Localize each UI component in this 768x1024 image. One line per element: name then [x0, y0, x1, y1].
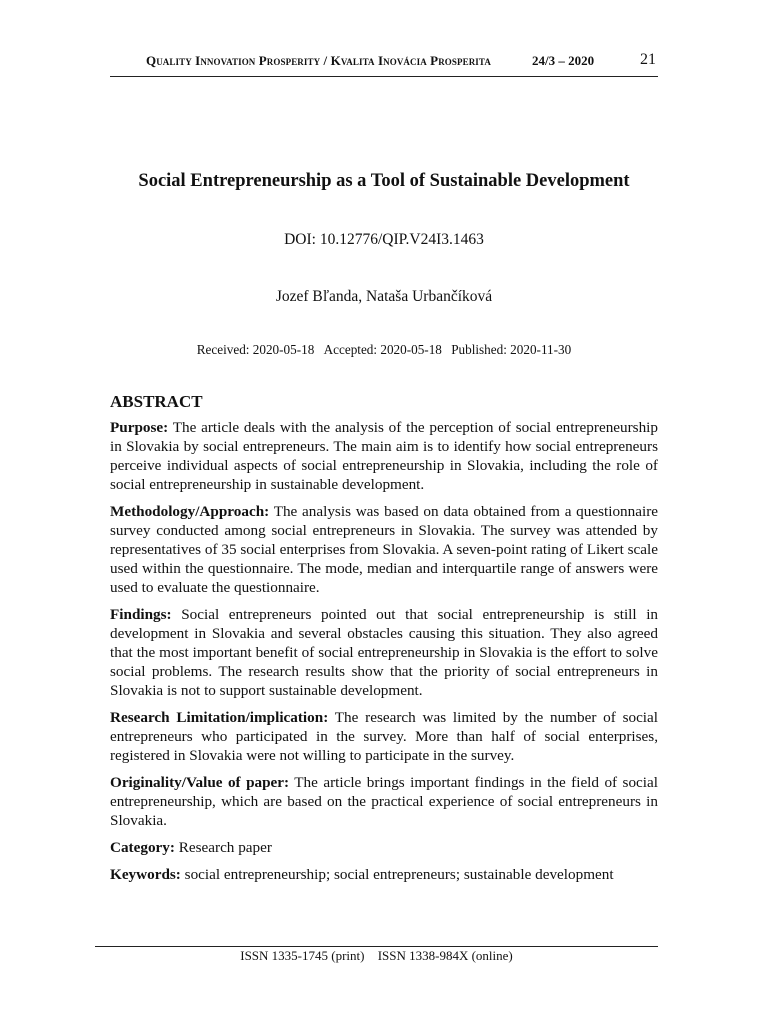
accepted-date: Accepted: 2020-05-18	[323, 342, 442, 357]
section-label: Keywords:	[110, 866, 181, 883]
abstract-findings	[110, 605, 658, 700]
section-text: The article deals with the analysis of the perception of social entrepreneurship in Slovakia by social entrepreneurs. The main aim is to identify how social entrepreneurs perceive individual aspects of social entrepreneurship in Slovakia, including the role of social entrepreneurship in sustainable development.	[110, 419, 658, 493]
received-date: Received: 2020-05-18	[196, 342, 315, 357]
article-doi: DOI: 10.12776/QIP.V24I3.1463	[284, 231, 484, 248]
issn-online: ISSN 1338-984X (online)	[377, 948, 513, 963]
abstract-limitations	[110, 708, 658, 765]
section-label: Purpose:	[110, 419, 169, 436]
abstract-category	[110, 838, 658, 857]
section-text: social entrepreneurship; social entrepreneurs; sustainable development	[184, 866, 614, 883]
article-authors: Jozef Bľanda, Nataša Urbančíková	[275, 288, 493, 305]
issn-print: ISSN 1335-1745 (print)	[240, 948, 365, 963]
section-label: Methodology/Approach:	[110, 503, 270, 520]
published-date: Published: 2020-11-30	[451, 342, 572, 357]
section-label: Research Limitation/implication:	[110, 709, 329, 726]
section-text: The analysis was based on data obtained from a questionnaire survey conducted among social entrepreneurs in Slovakia. The survey was attended by representatives of 35 social enterprises from Slovakia. A seven-point rating of Likert scale used within the questionnaire. The mode, median and interquartile range of answers were used to evaluate the questionnaire.	[110, 503, 658, 596]
section-text: The research was limited by the number of social entrepreneurs who participated in the survey. More than half of social enterprises, registered in Slovakia were not willing to participate in the survey.	[110, 709, 658, 764]
section-text: Social entrepreneurs pointed out that social entrepreneurship is still in development in Slovakia and several obstacles causing this situation. They also agreed that the most important benefit of social entrepreneurship in Slovakia is the effort to solve social problems. The research results show that the priority of social entrepreneurs in Slovakia is not to support sustainable development.	[110, 606, 659, 699]
abstract-originality	[110, 773, 658, 830]
abstract-body	[110, 418, 658, 892]
running-header	[110, 50, 658, 77]
publication-dates	[110, 342, 658, 358]
section-label: Findings:	[110, 606, 172, 623]
journal-name: Quality Innovation Prosperity / Kvalita Inovácia Prosperita	[146, 53, 491, 68]
page-number: 21	[640, 51, 656, 68]
abstract-purpose	[110, 418, 658, 494]
abstract-keywords	[110, 865, 658, 884]
section-text: Research paper	[178, 839, 272, 856]
issue-number: 24/3 – 2020	[532, 53, 595, 68]
page-footer	[95, 946, 658, 964]
section-label: Originality/Value of paper:	[110, 774, 290, 791]
abstract-heading: ABSTRACT	[110, 392, 203, 411]
abstract-methodology	[110, 502, 658, 597]
section-label: Category:	[110, 839, 175, 856]
section-text: The article brings important findings in the field of social entrepreneurship, which are based on the practical experience of social entrepreneurs in Slovakia.	[110, 774, 658, 829]
article-title: Social Entrepreneurship as a Tool of Sustainable Development	[138, 171, 630, 191]
